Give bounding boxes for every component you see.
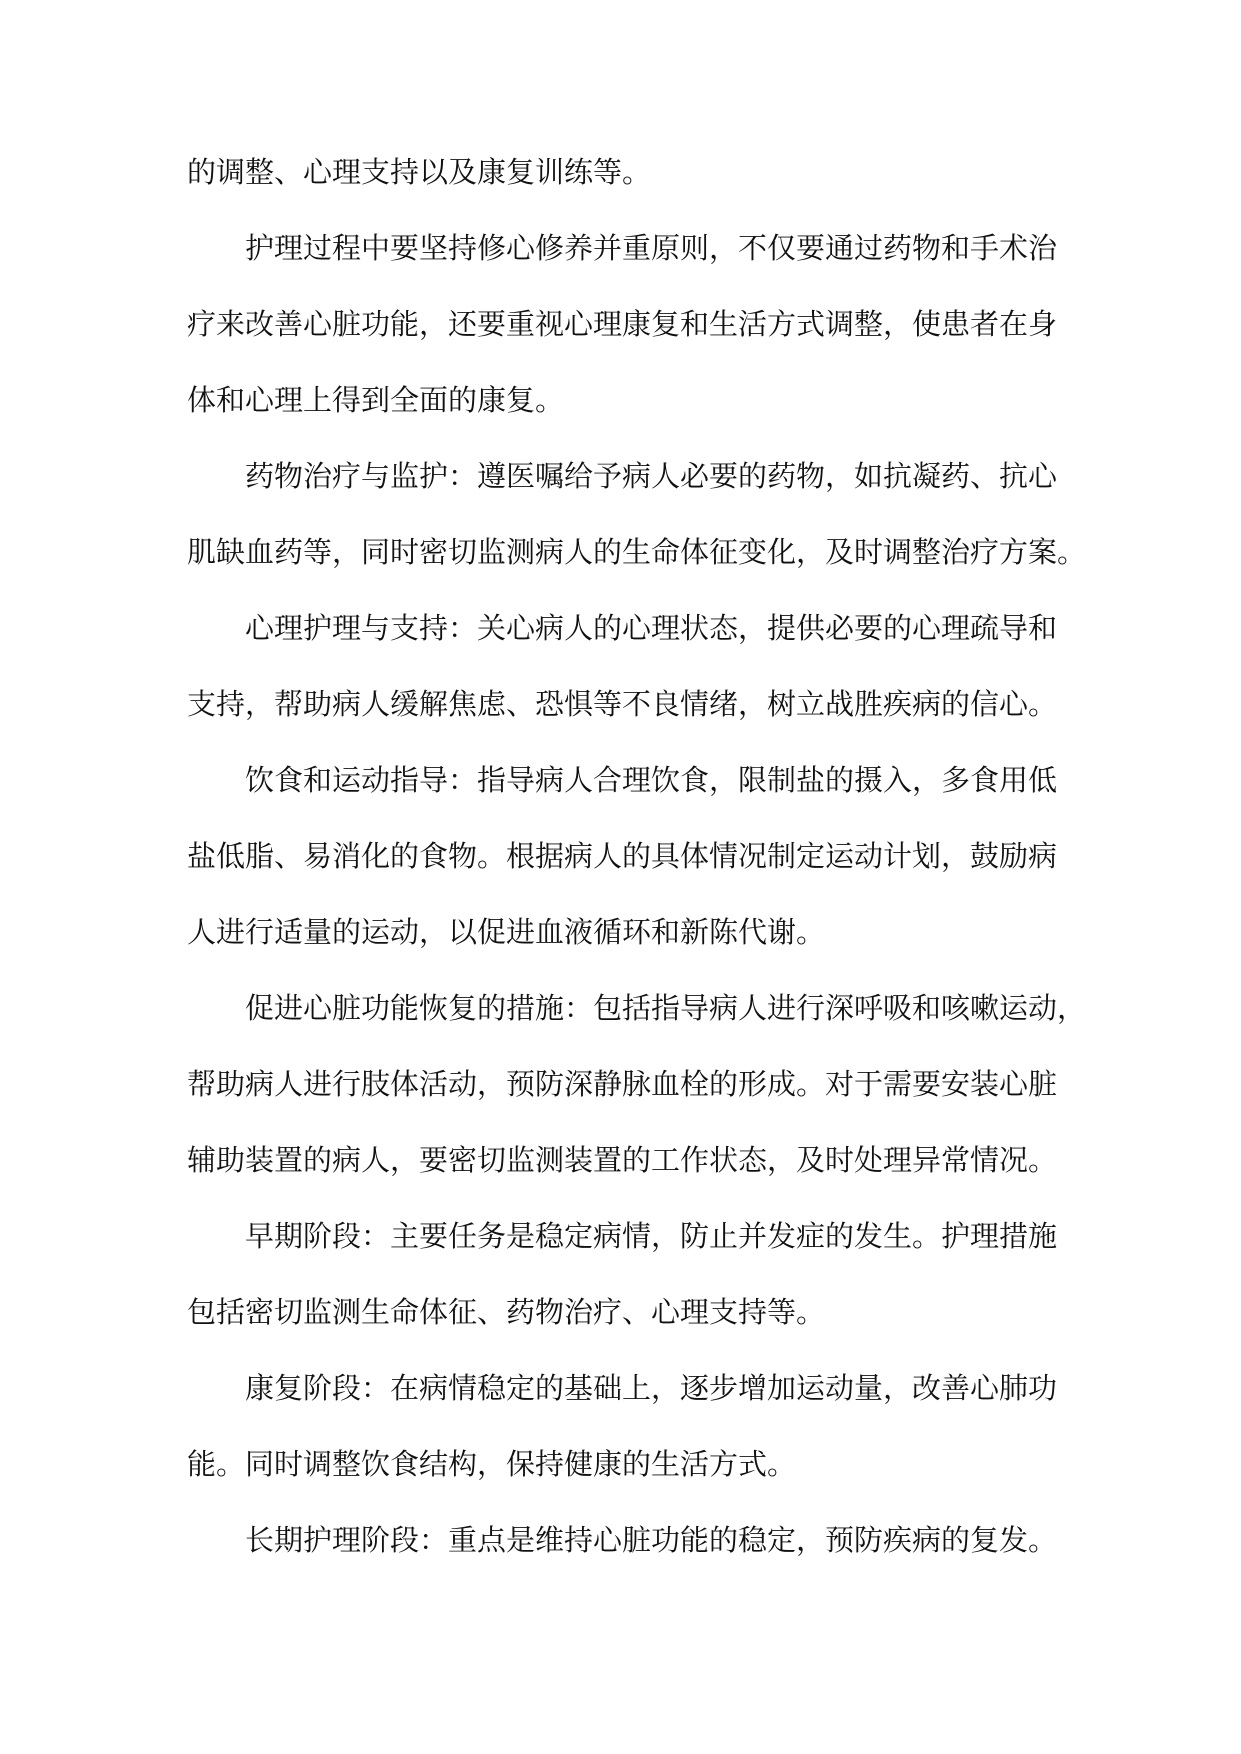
text-line: 人进行适量的运动，以促进血液循环和新陈代谢。	[187, 915, 826, 949]
text-line: 心理护理与支持：关心病人的心理状态，提供必要的心理疏导和	[245, 611, 1058, 645]
text-line: 辅助装置的病人，要密切监测装置的工作状态，及时处理异常情况。	[187, 1143, 1058, 1177]
text-line: 支持，帮助病人缓解焦虑、恐惧等不良情绪，树立战胜疾病的信心。	[187, 687, 1058, 721]
text-line: 肌缺血药等，同时密切监测病人的生命体征变化，及时调整治疗方案。	[187, 535, 1087, 569]
text-line: 护理过程中要坚持修心修养并重原则，不仅要通过药物和手术治	[245, 231, 1058, 265]
text-line: 长期护理阶段：重点是维持心脏功能的稳定，预防疾病的复发。	[245, 1523, 1058, 1557]
text-line: 疗来改善心脏功能，还要重视心理康复和生活方式调整，使患者在身	[187, 307, 1058, 341]
text-line: 体和心理上得到全面的康复。	[187, 383, 565, 417]
text-line: 药物治疗与监护：遵医嘱给予病人必要的药物，如抗凝药、抗心	[245, 459, 1058, 493]
text-line: 能。同时调整饮食结构，保持健康的生活方式。	[187, 1447, 797, 1481]
text-line: 的调整、心理支持以及康复训练等。	[187, 155, 652, 189]
text-line: 包括密切监测生命体征、药物治疗、心理支持等。	[187, 1295, 826, 1329]
text-line: 饮食和运动指导：指导病人合理饮食，限制盐的摄入，多食用低	[245, 763, 1058, 797]
text-line: 盐低脂、易消化的食物。根据病人的具体情况制定运动计划，鼓励病	[187, 839, 1058, 873]
text-line: 帮助病人进行肢体活动，预防深静脉血栓的形成。对于需要安装心脏	[187, 1067, 1058, 1101]
text-line: 促进心脏功能恢复的措施：包括指导病人进行深呼吸和咳嗽运动，	[245, 991, 1087, 1025]
text-line: 早期阶段：主要任务是稳定病情，防止并发症的发生。护理措施	[245, 1219, 1058, 1253]
text-line: 康复阶段：在病情稳定的基础上，逐步增加运动量，改善心肺功	[245, 1371, 1058, 1405]
body-text	[187, 146, 1087, 1590]
